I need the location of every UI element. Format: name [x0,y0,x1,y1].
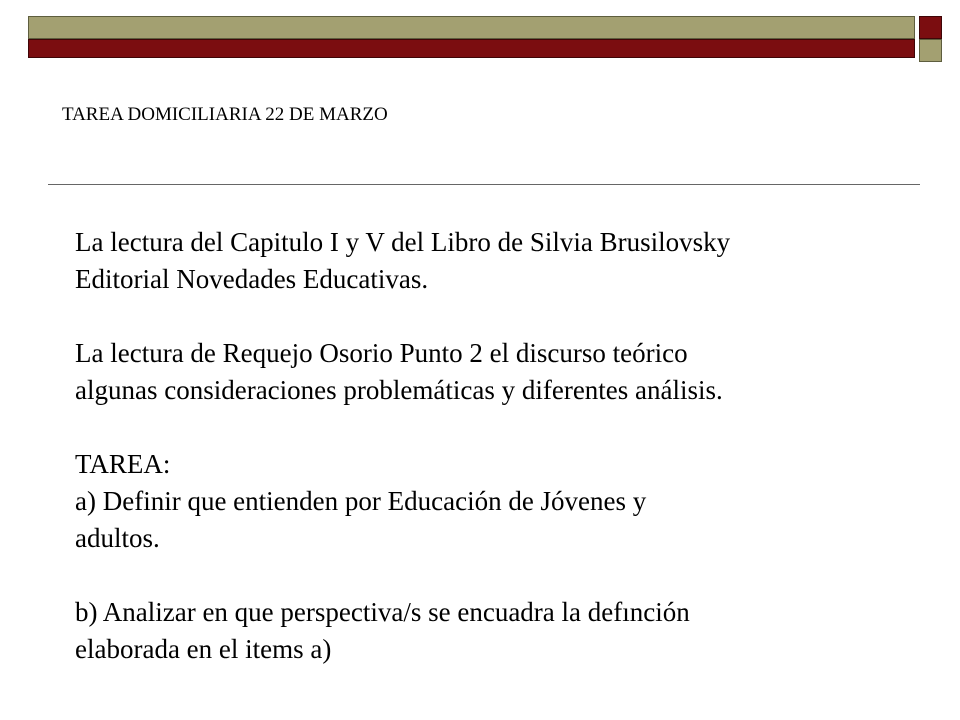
corner-red-square [919,16,942,39]
task-b-line2: elaborada en el items a) [75,634,332,664]
reading2-line1: La lectura de Requejo Osorio Punto 2 el discurso teórico [75,338,688,368]
task-heading: TAREA: [75,449,171,479]
header-red-band [28,39,915,58]
reading2-line2: algunas consideraciones problemáticas y diferentes análisis. [75,375,723,405]
reading1-line2: Editorial Novedades Educativas. [75,264,429,294]
corner-olive-square [919,39,942,62]
task-b-line1: b) Analizar en que perspectiva/s se encuadra la defınción [75,597,690,627]
slide-body [75,224,915,668]
title-divider [48,184,920,185]
header-olive-band [28,16,915,39]
slide-title: TAREA DOMICILIARIA 22 DE MARZO [62,104,388,125]
reading1-line1: La lectura del Capitulo I y V del Libro de Silvia Brusilovsky [75,227,731,257]
task-a-line2: adultos. [75,523,160,553]
task-a-line1: a) Definir que entienden por Educación de Jóvenes y [75,486,647,516]
